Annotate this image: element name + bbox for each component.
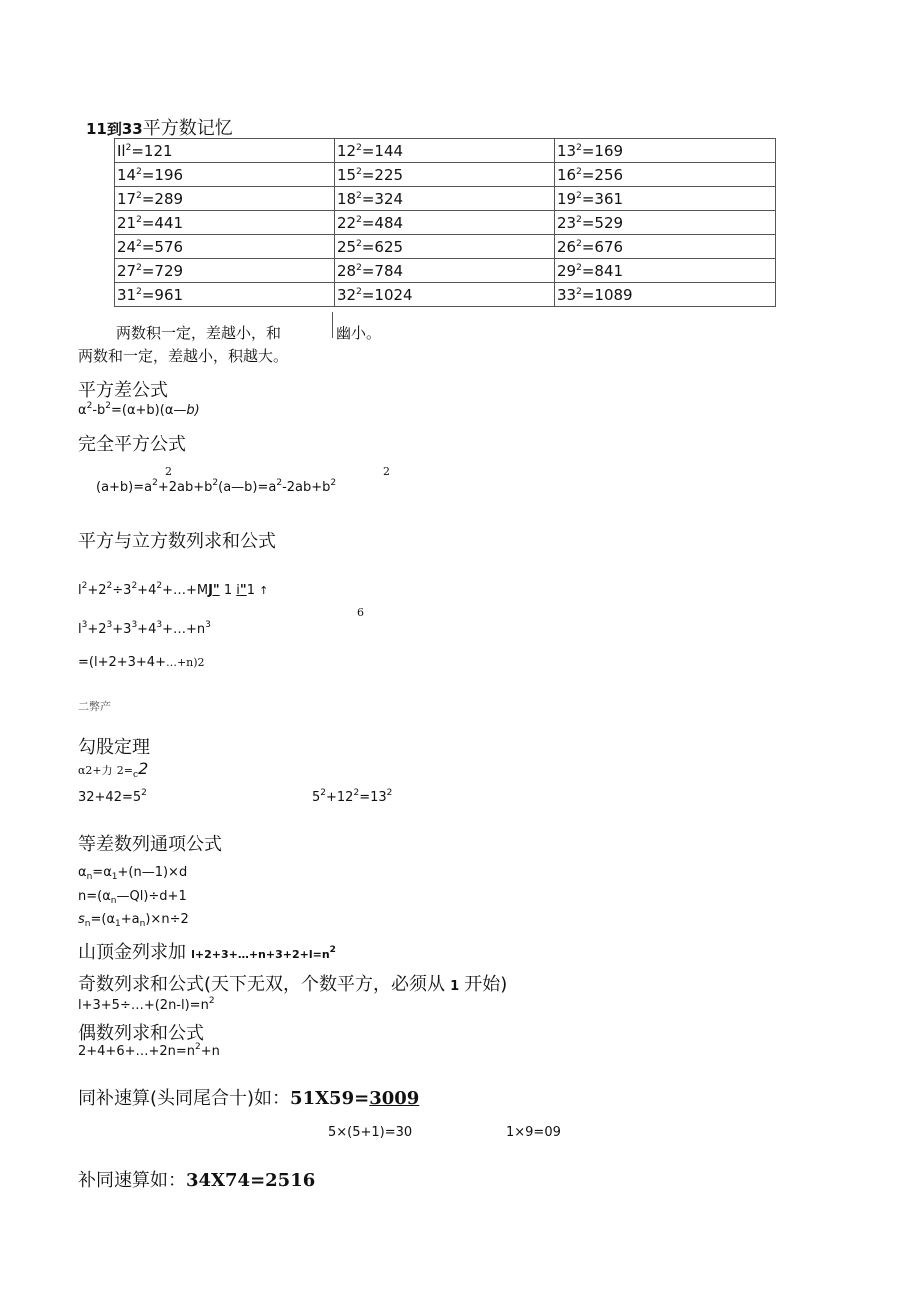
table-row [115, 211, 776, 235]
table-cell: $24^2=576$ [115, 235, 335, 259]
table-cell: $21^2=441$ [115, 211, 335, 235]
stray-exponent: 2 [165, 465, 172, 478]
table-cell: $32^2=1024$ [335, 283, 555, 307]
pythagoras-heading: 勾股定理 [78, 737, 150, 758]
arithmetic-term-formula: $\alpha_n=\alpha_1+(n—1)\times d$ [78, 865, 188, 882]
table-cell: $31^2=961$ [115, 283, 335, 307]
table-cell: $17^2=289$ [115, 187, 335, 211]
section-title: 11到33平方数记忆 [86, 118, 233, 139]
series-sum-heading: 平方与立方数列求和公式 [78, 531, 276, 552]
arithmetic-heading: 等差数列通项公式 [78, 834, 222, 855]
table-cell: $14^2=196$ [115, 163, 335, 187]
perfect-square-formula: $(a+b)=a^2+2ab+b^2(a—b)=a^2-2ab+b^2$ [96, 478, 337, 495]
table-cell: $18^2=324$ [335, 187, 555, 211]
stray-exponent: 2 [383, 465, 390, 478]
pythagoras-formula: α2+力 $2=_c2$ [78, 759, 149, 780]
tongbu-calc-tail: 1×9=09 [506, 1125, 561, 1140]
table-row [115, 283, 776, 307]
table-row [115, 259, 776, 283]
squares-table [114, 138, 776, 307]
table-cell: $16^2=256$ [555, 163, 776, 187]
table-cell: $13^2=169$ [555, 139, 776, 163]
table-cell: $15^2=225$ [335, 163, 555, 187]
table-row [115, 187, 776, 211]
table-cell: $Il^2=121$ [115, 139, 335, 163]
tongbu-calc-head: 5×(5+1)=30 [328, 1125, 413, 1140]
table-row [115, 235, 776, 259]
table-stub-line [332, 312, 333, 338]
table-cell: $26^2=676$ [555, 235, 776, 259]
rule-product-fixed-end: 幽小。 [336, 324, 382, 342]
even-sum-formula: $2+4+6+\dots+2n=n^2+n$ [78, 1042, 220, 1059]
butong-heading: 补同速算如：34X74=2516 [78, 1170, 316, 1191]
square-sum-formula: $l^2+2^2\div 3^2+4^2+\dots+MJ$" 1 i"1 ↑ [78, 581, 269, 598]
table-cell: $19^2=361$ [555, 187, 776, 211]
table-cell: $29^2=841$ [555, 259, 776, 283]
table-cell: $25^2=625$ [335, 235, 555, 259]
table-cell: $23^2=529$ [555, 211, 776, 235]
rule-sum-fixed: 两数和一定，差越小，积越大。 [78, 347, 289, 365]
perfect-square-heading: 完全平方公式 [78, 434, 186, 455]
table-row [115, 163, 776, 187]
arithmetic-sum-formula: $s_n=(\alpha_1+a_n)\times n\div 2$ [78, 912, 189, 929]
odd-sum-formula: $l+3+5\div\dots+(2n-l)=n^2$ [78, 996, 215, 1013]
table-row [115, 139, 776, 163]
diff-squares-heading: 平方差公式 [78, 380, 168, 401]
even-sum-heading: 偶数列求和公式 [78, 1023, 204, 1044]
garbled-text: 二弊产 [78, 700, 111, 713]
rule-product-fixed: 两数积一定，差越小，和 [116, 324, 282, 342]
table-cell: $22^2=484$ [335, 211, 555, 235]
cube-sum-formula: $l^3+2^3+3^3+4^3+\dots+n^3$ [78, 620, 211, 637]
tongbu-heading: 同补速算(头同尾合十)如：51X59=3009 [78, 1088, 420, 1109]
cube-sum-result: =(l+2+3+4+…+n)2 [78, 655, 205, 670]
odd-sum-heading: 奇数列求和公式(天下无双，个数平方，必须从 1 开始) [78, 974, 508, 995]
pythagoras-example-2: $5^2+12^2=13^2$ [312, 788, 393, 805]
diff-squares-formula: $\alpha^2-b^2=(\alpha+b)(\alpha—b)$ [78, 401, 200, 418]
mountain-sum: 山顶金列求加 $l+2+3+\dots+n+3+2+l=n^2$ [78, 942, 336, 963]
table-cell: $28^2=784$ [335, 259, 555, 283]
pythagoras-example-1: $32+42=5^2$ [78, 788, 147, 805]
table-cell: $33^2=1089$ [555, 283, 776, 307]
table-cell: $27^2=729$ [115, 259, 335, 283]
table-cell: $12^2=144$ [335, 139, 555, 163]
arithmetic-count-formula: $n=(\alpha_n—Ql)\div d+1$ [78, 889, 187, 906]
stray-denominator: 6 [357, 606, 364, 619]
